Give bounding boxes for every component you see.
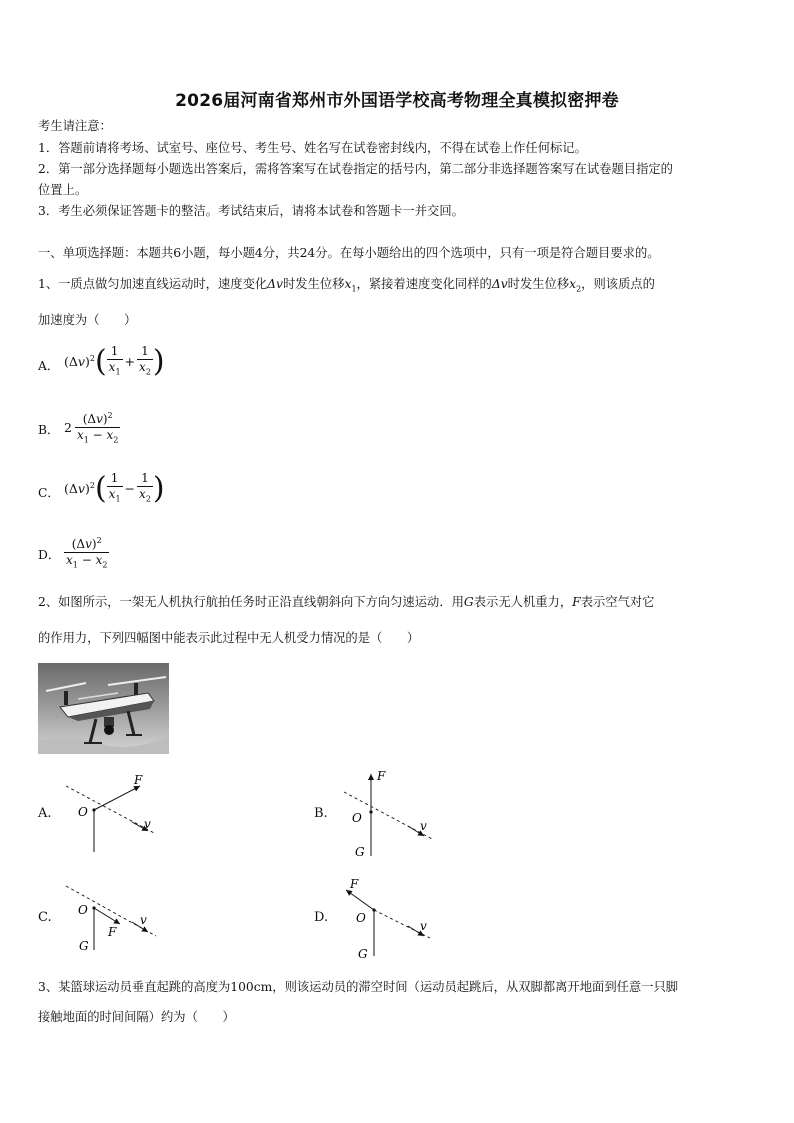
label-g: G — [358, 947, 368, 961]
option-b-label: B． — [38, 423, 60, 437]
question-2-line-1: 2、如图所示，一架无人机执行航拍任务时正沿直线朝斜向下方向匀速运动．用G表示无人机重力，F表示空气对它 — [38, 595, 655, 609]
label-v: v — [140, 913, 147, 927]
notice-item-2: 2．第一部分选择题每小题选出答案后，需将答案写在试卷指定的括号内，第二部分非选择题答案写在试卷题目指定的 — [38, 162, 673, 176]
question-1-line-1: 1、一质点做匀加速直线运动时，速度变化Δv时发生位移$x_1$，紧接着速度变化同样的Δv时发生位移$x_2$，则该质点的 — [38, 277, 655, 294]
notice-item-1: 1．答题前请将考场、试室号、座位号、考生号、姓名写在试卷密封线内，不得在试卷上作任何标记。 — [38, 141, 587, 155]
diagram-a-label: A. — [38, 806, 52, 821]
force-diagram-b — [338, 768, 448, 860]
label-f: F — [377, 769, 386, 783]
option-d-formula: $\frac{(\Delta v)^2}{x_1 - x_2}$ — [64, 533, 109, 572]
question-1-line-2: 加速度为（ ） — [38, 313, 137, 327]
question-2-line-2: 的作用力，下列四幅图中能表示此过程中无人机受力情况的是（ ） — [38, 631, 420, 645]
label-g: G — [79, 939, 89, 953]
option-b-formula: 2 $\frac{(\Delta v)^2}{x_1 - x_2}$ — [64, 408, 120, 447]
question-3-line-1: 3、某篮球运动员垂直起跳的高度为100cm，则该运动员的滞空时间（运动员起跳后，从双脚都离开地面到任意一只脚 — [38, 980, 679, 994]
label-g: G — [355, 845, 365, 859]
label-o: O — [352, 811, 362, 825]
diagram-d-label: D. — [314, 910, 329, 925]
label-o: O — [356, 911, 366, 925]
label-f: F — [350, 877, 359, 891]
option-c-formula: $(\Delta v)^2$ ( $\frac{1}{x_1}$ − $\frac{1}{x_2}$ ) — [64, 470, 165, 506]
option-c-label: C． — [38, 486, 60, 500]
option-a-label: A． — [38, 359, 60, 373]
option-a-formula: $(\Delta v)^2$ ( $\frac{1}{x_1}$ + $\frac{1}{x_2}$ ) — [64, 343, 165, 379]
force-diagram-c — [60, 880, 170, 962]
diagram-b-label: B. — [314, 806, 328, 821]
label-o: O — [78, 805, 88, 819]
label-v: v — [420, 819, 427, 833]
question-3-line-2: 接触地面的时间间隔）约为（ ） — [38, 1010, 235, 1024]
option-d-label: D． — [38, 548, 61, 562]
section-heading: 一、单项选择题：本题共6小题，每小题4分，共24分。在每小题给出的四个选项中，只有一项是符合题目要求的。 — [38, 246, 660, 260]
force-diagram-a — [60, 772, 170, 858]
page-title: 2026届河南省郑州市外国语学校高考物理全真模拟密押卷 — [175, 91, 619, 111]
label-f: F — [134, 773, 143, 787]
force-diagram-d — [338, 874, 448, 966]
label-f: F — [108, 925, 117, 939]
drone-photo — [38, 663, 169, 754]
notice-item-2-cont: 位置上。 — [38, 183, 88, 197]
notice-heading: 考生请注意： — [38, 119, 112, 133]
label-o: O — [78, 903, 88, 917]
label-v: v — [420, 919, 427, 933]
diagram-c-label: C. — [38, 910, 52, 925]
label-v: v — [144, 817, 151, 831]
notice-item-3: 3．考生必须保证答题卡的整洁。考试结束后，请将本试卷和答题卡一并交回。 — [38, 204, 464, 218]
